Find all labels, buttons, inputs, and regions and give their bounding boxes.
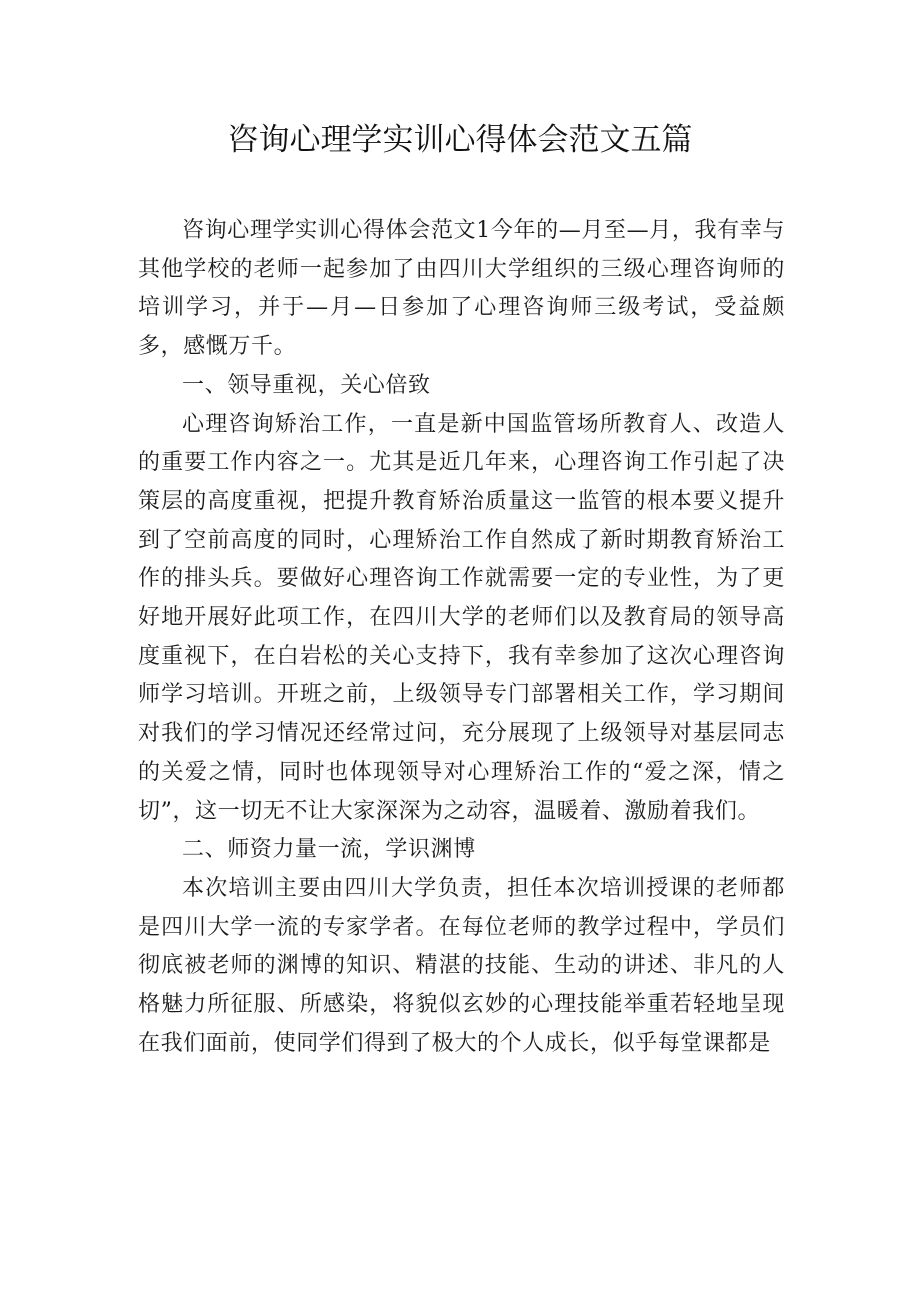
paragraph-section-2: 本次培训主要由四川大学负责，担任本次培训授课的老师都是四川大学一流的专家学者。在每位老师的教学过程中，学员们彻底被老师的渊博的知识、精湛的技能、生动的讲述、非凡的人格魅力所征服、所感染，将貌似玄妙的心理技能举重若轻地呈现在我们面前，使同学们得到了极大的个人成长，似乎每堂课都是 <box>138 875 785 1056</box>
document-title: 咨询心理学实训心得体会范文五篇 <box>227 122 693 158</box>
paragraph-section-1: 心理咨询矫治工作，一直是新中国监管场所教育人、改造人的重要工作内容之一。尤其是近几年来，心理咨询工作引起了决策层的高度重视，把提升教育矫治质量这一监管的根本要义提升到了空前高度的同时，心理矫治工作自然成了新时期教育矫治工作的排头兵。要做好心理咨询工作就需要一定的专业性，为了更好地开展好此项工作，在四川大学的老师们以及教育局的领导高度重视下，在白岩松的关心支持下，我有幸参加了这次心理咨询师学习培训。开班之前，上级领导专门部署相关工作，学习期间对我们的学习情况还经常过问，充分展现了上级领导对基层同志的关爱之情，同时也体现领导对心理矫治工作的“爱之深，情之切”，这一切无不让大家深深为之动容，温暖着、激励着我们。 <box>138 411 785 824</box>
section-heading-2: 二、师资力量一流，学识渊博 <box>182 837 476 863</box>
section-heading-1: 一、领导重视，关心倍致 <box>182 372 431 398</box>
document-body <box>138 212 785 1063</box>
paragraph-intro: 咨询心理学实训心得体会范文1今年的—月至—月，我有幸与其他学校的老师一起参加了由四川大学组织的三级心理咨询师的培训学习，并于—月—日参加了心理咨询师三级考试，受益颇多，感慨万千。 <box>138 218 785 360</box>
